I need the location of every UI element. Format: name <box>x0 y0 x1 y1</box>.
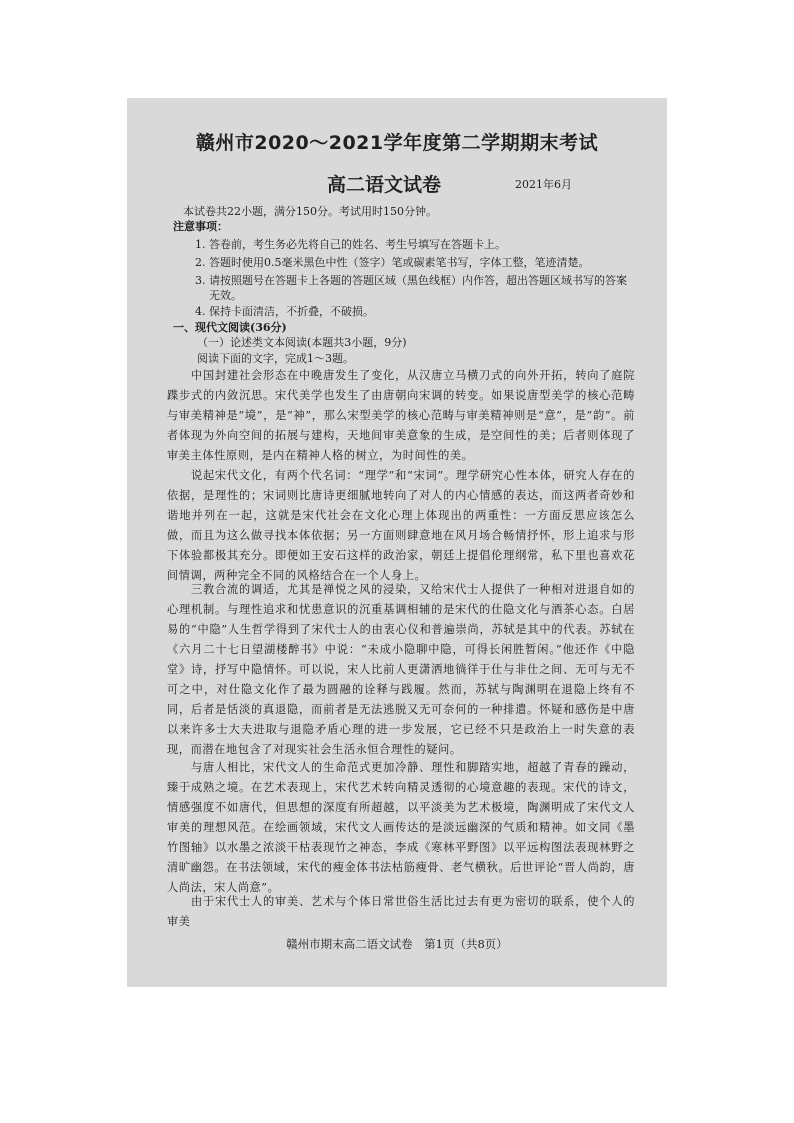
passage-paragraph-4: 与唐人相比，宋代文人的生命范式更加冷静、理性和脚踏实地，超越了青春的躁动，臻于成熟之境。在艺术表现上，宋代艺术转向精灵透彻的心境意趣的表现。宋代的诗文，情感强度不如唐代，但思想的深度有所超越，以平淡美为艺术极境，陶渊明成了宋代文人审美的理想风范。在绘画领域，宋代文人画传达的是淡远幽深的气质和精神。如文同《墨竹图轴》以水墨之浓淡干枯表现竹之神态，李成《寒林平野图》以平远构图法表现林野之清旷幽怨。在书法领域，宋代的瘦金体书法枯筋瘦骨、老气横秋。后世评论“晋人尚韵，唐人尚法，宋人尚意”。 <box>167 761 635 894</box>
exam-title: 赣州市2020～2021学年度第二学期期末考试 <box>195 132 599 154</box>
subsection-heading: （一）论述类文本阅读(本题共3小题，9分) <box>197 336 407 349</box>
notice-item-4: 4. 保持卡面清洁，不折叠，不破损。 <box>195 305 374 318</box>
passage-paragraph-5: 由于宋代士人的审美、艺术与个体日常世俗生活比过去有更为密切的联系，使个人的审美 <box>167 895 635 928</box>
section-heading: 一、现代文阅读(36分) <box>173 321 287 334</box>
reading-instruction: 阅读下面的文字，完成1～3题。 <box>197 352 354 365</box>
notice-item-3-cont: 无效。 <box>209 289 242 302</box>
notice-heading: 注意事项： <box>173 220 228 233</box>
exam-date: 2021年6月 <box>515 178 572 191</box>
intro-text: 本试卷共22小题，满分150分。考试用时150分钟。 <box>183 205 437 218</box>
notice-item-1: 1. 答卷前，考生务必先将自己的姓名、考生号填写在答题卡上。 <box>195 238 506 251</box>
notice-item-2: 2. 答题时使用0.5毫米黑色中性（签字）笔或碳素笔书写，字体工整，笔迹清楚。 <box>195 256 590 269</box>
passage-paragraph-3: 三教合流的调适，尤其是禅悦之风的浸染，又给宋代士人提供了一种相对进退自如的心理机制。与理性追求和忧患意识的沉重基调相辅的是宋代的仕隐文化与酒茶心态。白居易的“中隐”人生哲学得到了宋代士人的由衷心仪和普遍崇尚，苏轼是其中的代表。苏轼在《六月二十七日望湖楼醉书》中说：“未成小隐聊中隐，可得长闲胜暂闲。”他还作《中隐堂》诗，抒写中隐情怀。可以说，宋人比前人更潇洒地徜徉于仕与非仕之间、无可与无不可之中，对仕隐文化作了最为圆融的诠释与践履。然而，苏轼与陶渊明在退隐上终有不同，后者是恬淡的真退隐，而前者是无法逃脱又无可奈何的一种排遣。怀疑和感伤是中唐以来许多士大夫进取与退隐矛盾心理的进一步发展，它已经不只是政治上一时失意的表现，而潜在地包含了对现实社会生活永恒合理性的疑问。 <box>167 583 635 756</box>
passage-paragraph-1: 中国封建社会形态在中晚唐发生了变化，从汉唐立马横刀式的向外开拓，转向了庭院蹀步式的内敛沉思。宋代美学也发生了由唐朝向宋调的转变。如果说唐型美学的核心范畴与审美精神是“境”，是“神”，那么宋型美学的核心范畴与审美精神则是“意”，是“韵”。前者体现为外向空间的拓展与建构，天地间审美意象的生成，是空间性的美；后者则体现了审美主体性原则，是内在精神人格的树立，为时间性的美。 <box>167 369 635 462</box>
notice-item-3: 3. 请按照题号在答题卡上各题的答题区域（黑色线框）内作答，超出答题区域书写的答案 <box>195 274 627 287</box>
passage-paragraph-2: 说起宋代文化，有两个代名词：“理学”和“宋词”。理学研究心性本体，研究人存在的依据，是理性的；宋词则比唐诗更细腻地转向了对人的内心情感的表达，而这两者奇妙和谐地并列在一起，这就是宋代社会在文化心理上体现出的两重性：一方面反思应该怎么做，而且为这么做寻找本体依据；另一方面则肆意地在风月场合畅情抒怀，形上追求与形下体验都极其充分。即便如王安石这样的政治家，朝廷上提倡伦理纲常，私下里也喜欢花间情调，两种完全不同的风格结合在一个人身上。 <box>167 469 635 582</box>
page-footer: 赣州市期末高二语文试卷 第1页（共8页） <box>286 937 508 951</box>
exam-page <box>127 98 667 987</box>
exam-subtitle: 高二语文试卷 <box>327 174 442 196</box>
